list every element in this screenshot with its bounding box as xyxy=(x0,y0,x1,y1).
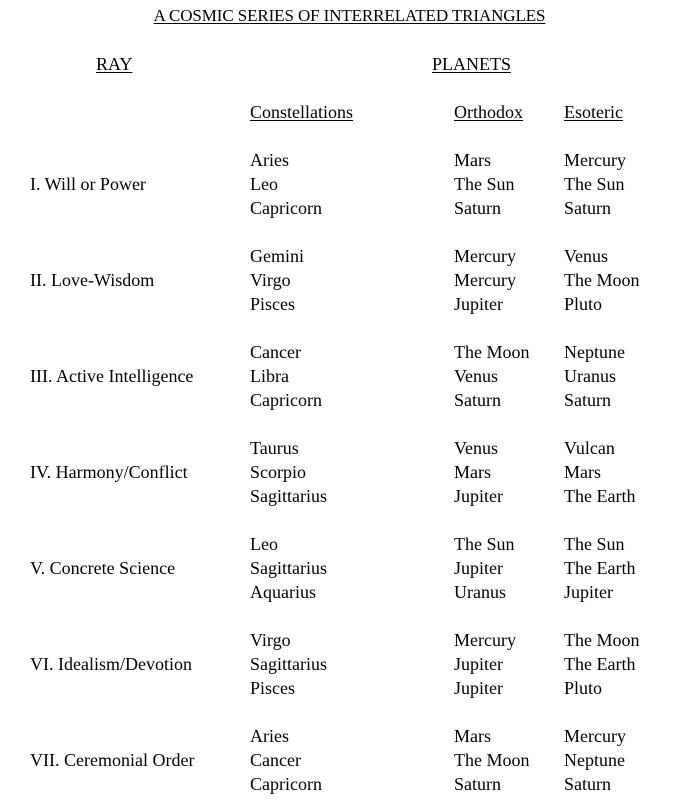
ray-group xyxy=(0,340,699,412)
ray-group xyxy=(0,244,699,316)
esoteric-planet-cell: Neptune xyxy=(564,750,625,770)
orthodox-planet-cell: Mars xyxy=(454,726,491,746)
constellations-list xyxy=(250,340,322,412)
orthodox-planet-cell: Mars xyxy=(454,150,491,170)
esoteric-list xyxy=(564,628,640,700)
esoteric-planet-cell: The Earth xyxy=(564,558,636,578)
orthodox-planet-cell: Saturn xyxy=(454,390,501,410)
esoteric-planet-cell: The Earth xyxy=(564,486,636,506)
constellation-cell: Capricorn xyxy=(250,390,322,410)
planets-heading: PLANETS xyxy=(432,54,512,74)
esoteric-list xyxy=(564,532,635,604)
constellation-cell: Gemini xyxy=(250,246,304,266)
orthodox-planet-cell: Mercury xyxy=(454,630,516,650)
esoteric-list xyxy=(564,148,626,220)
orthodox-planet-cell: Mars xyxy=(454,462,491,482)
constellation-cell: Cancer xyxy=(250,750,301,770)
ray-name: IV. Harmony/Conflict xyxy=(30,462,188,482)
constellations-column-header: Constellations xyxy=(250,102,353,122)
orthodox-planet-cell: The Moon xyxy=(454,750,530,770)
constellation-cell: Scorpio xyxy=(250,462,306,482)
esoteric-planet-cell: The Moon xyxy=(564,630,640,650)
constellation-cell: Virgo xyxy=(250,630,291,650)
orthodox-list xyxy=(454,628,516,700)
orthodox-list xyxy=(454,532,515,604)
esoteric-planet-cell: Vulcan xyxy=(564,438,615,458)
constellation-cell: Sagittarius xyxy=(250,558,327,578)
esoteric-planet-cell: The Earth xyxy=(564,654,636,674)
orthodox-planet-cell: Venus xyxy=(454,438,498,458)
orthodox-planet-cell: Saturn xyxy=(454,774,501,794)
esoteric-planet-cell: Saturn xyxy=(564,198,611,218)
ray-group xyxy=(0,148,699,220)
orthodox-planet-cell: Jupiter xyxy=(454,486,503,506)
document-title: A COSMIC SERIES OF INTERRELATED TRIANGLES xyxy=(153,6,546,25)
constellations-list xyxy=(250,244,304,316)
orthodox-planet-cell: Mercury xyxy=(454,246,516,266)
esoteric-planet-cell: Pluto xyxy=(564,678,603,698)
orthodox-planet-cell: Jupiter xyxy=(454,654,503,674)
constellation-cell: Leo xyxy=(250,174,278,194)
constellations-list xyxy=(250,532,327,604)
constellation-cell: Pisces xyxy=(250,294,295,314)
esoteric-planet-cell: Saturn xyxy=(564,390,611,410)
constellation-cell: Sagittarius xyxy=(250,486,327,506)
orthodox-planet-cell: The Moon xyxy=(454,342,530,362)
orthodox-planet-cell: The Sun xyxy=(454,534,515,554)
constellation-cell: Virgo xyxy=(250,270,291,290)
orthodox-list xyxy=(454,244,516,316)
constellation-cell: Pisces xyxy=(250,678,295,698)
esoteric-planet-cell: The Sun xyxy=(564,534,625,554)
constellations-list xyxy=(250,628,327,700)
constellations-list xyxy=(250,436,327,508)
constellation-cell: Aries xyxy=(250,726,289,746)
constellations-list xyxy=(250,148,322,220)
ray-name: V. Concrete Science xyxy=(30,558,176,578)
constellations-list xyxy=(250,724,322,796)
orthodox-list xyxy=(454,724,530,796)
esoteric-planet-cell: Venus xyxy=(564,246,608,266)
ray-group xyxy=(0,628,699,700)
esoteric-planet-cell: Jupiter xyxy=(564,582,613,602)
esoteric-list xyxy=(564,436,635,508)
orthodox-list xyxy=(454,340,530,412)
esoteric-list xyxy=(564,724,626,796)
esoteric-planet-cell: Pluto xyxy=(564,294,603,314)
orthodox-planet-cell: Uranus xyxy=(454,582,506,602)
esoteric-planet-cell: Uranus xyxy=(564,366,616,386)
ray-group xyxy=(0,532,699,604)
ray-name: III. Active Intelligence xyxy=(30,366,194,386)
esoteric-planet-cell: Neptune xyxy=(564,342,625,362)
orthodox-planet-cell: Venus xyxy=(454,366,498,386)
constellation-cell: Cancer xyxy=(250,342,301,362)
ray-name: II. Love-Wisdom xyxy=(30,270,155,290)
esoteric-planet-cell: The Moon xyxy=(564,270,640,290)
orthodox-planet-cell: Jupiter xyxy=(454,294,503,314)
esoteric-planet-cell: The Sun xyxy=(564,174,625,194)
constellation-cell: Leo xyxy=(250,534,278,554)
orthodox-column-header: Orthodox xyxy=(454,102,523,122)
ray-name: VI. Idealism/Devotion xyxy=(30,654,192,674)
constellation-cell: Capricorn xyxy=(250,774,322,794)
orthodox-list xyxy=(454,436,503,508)
esoteric-list xyxy=(564,244,640,316)
orthodox-planet-cell: Saturn xyxy=(454,198,501,218)
orthodox-planet-cell: Jupiter xyxy=(454,558,503,578)
constellation-cell: Taurus xyxy=(250,438,299,458)
orthodox-planet-cell: The Sun xyxy=(454,174,515,194)
esoteric-planet-cell: Saturn xyxy=(564,774,611,794)
orthodox-planet-cell: Jupiter xyxy=(454,678,503,698)
ray-group xyxy=(0,436,699,508)
esoteric-column-header: Esoteric xyxy=(564,102,623,122)
orthodox-list xyxy=(454,148,515,220)
ray-name: I. Will or Power xyxy=(30,174,146,194)
ray-group xyxy=(0,724,699,796)
esoteric-planet-cell: Mercury xyxy=(564,726,626,746)
esoteric-planet-cell: Mercury xyxy=(564,150,626,170)
orthodox-planet-cell: Mercury xyxy=(454,270,516,290)
esoteric-planet-cell: Mars xyxy=(564,462,601,482)
ray-name: VII. Ceremonial Order xyxy=(30,750,195,770)
ray-heading: RAY xyxy=(96,54,133,74)
constellation-cell: Libra xyxy=(250,366,289,386)
constellation-cell: Sagittarius xyxy=(250,654,327,674)
constellation-cell: Aquarius xyxy=(250,582,316,602)
constellation-cell: Capricorn xyxy=(250,198,322,218)
esoteric-list xyxy=(564,340,625,412)
constellation-cell: Aries xyxy=(250,150,289,170)
